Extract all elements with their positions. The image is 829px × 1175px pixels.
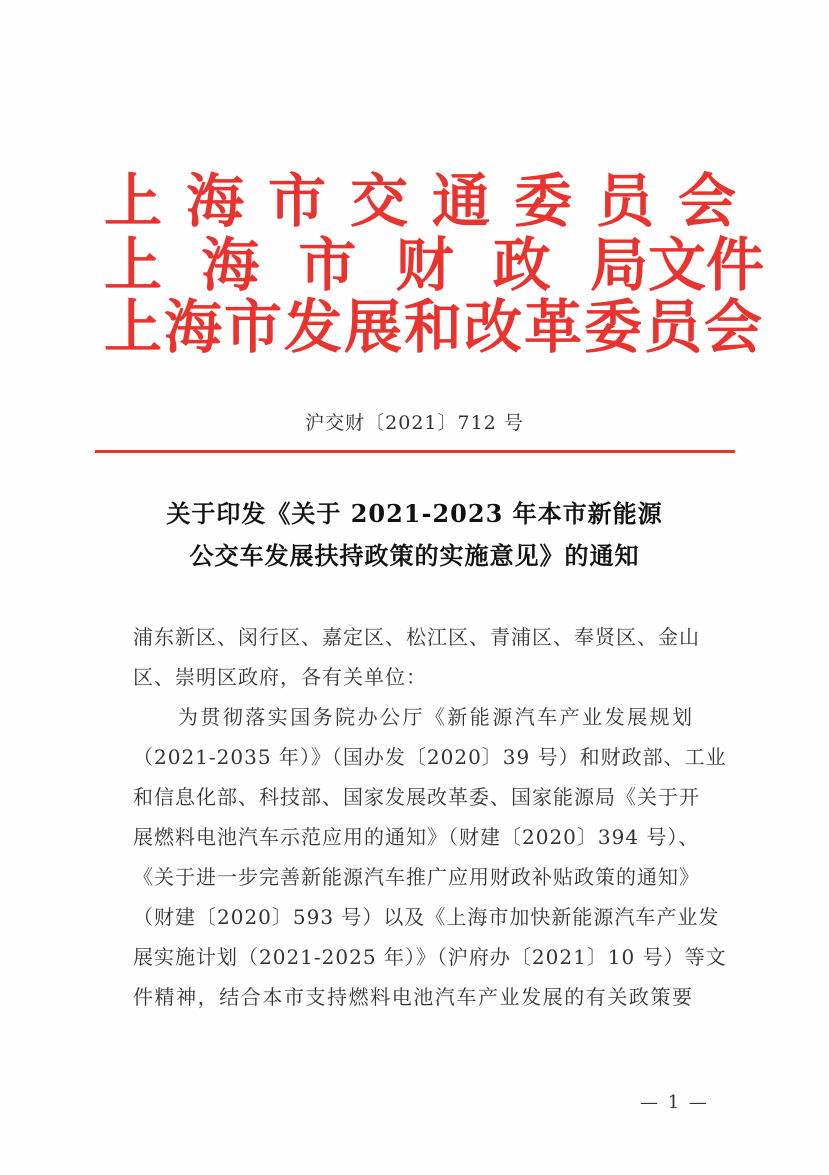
issuer-char: 市 bbox=[298, 231, 357, 299]
body-line: （财建〔2020〕593 号）以及《上海市加快新能源汽车产业发 bbox=[133, 905, 720, 929]
page-number: — 1 — bbox=[640, 1092, 709, 1113]
body-line: 展实施计划（2021-2025 年）》（沪府办〔2021〕10 号）等文 bbox=[133, 945, 727, 969]
body-line: 区、崇明区政府，各有关单位： bbox=[133, 665, 427, 689]
issuer-line-finance-bureau bbox=[104, 231, 764, 299]
issuer-char: 上 bbox=[104, 231, 163, 299]
body-line: 件精神，结合本市支持燃料电池汽车产业发展的有关政策要 bbox=[133, 985, 693, 1009]
issuer-char: 财 bbox=[395, 231, 454, 299]
issuer-char: 政 bbox=[492, 231, 551, 299]
body-line: 和信息化部、科技部、国家发展改革委、国家能源局《关于开 bbox=[133, 785, 700, 809]
body-line: 浦东新区、闵行区、嘉定区、松江区、青浦区、奉贤区、金山 bbox=[133, 625, 700, 649]
body-line: 为贯彻落实国务院办公厅《新能源汽车产业发展规划 bbox=[133, 705, 693, 729]
issuer-line-transport-commission: 上海市交通委员会 bbox=[104, 167, 761, 235]
document-title-line-1: 关于印发《关于 2021-2023 年本市新能源 bbox=[166, 499, 663, 528]
body-line: 《关于进一步完善新能源汽车推广应用财政补贴政策的通知》 bbox=[133, 865, 700, 889]
issuer-char: 海 bbox=[201, 231, 260, 299]
document-number: 沪交财〔2021〕712 号 bbox=[305, 412, 524, 434]
issuer-line-development-reform-commission: 上海市发展和改革委员会 bbox=[104, 293, 765, 361]
document-title-line-2: 公交车发展扶持政策的实施意见》的通知 bbox=[189, 541, 640, 570]
red-divider-line bbox=[95, 450, 735, 453]
issuer-char-document: 局文件 bbox=[589, 231, 764, 299]
body-line: 展燃料电池汽车示范应用的通知》（财建〔2020〕394 号）、 bbox=[133, 825, 700, 849]
body-line: （2021-2035 年）》（国办发〔2020〕39 号）和财政部、工业 bbox=[133, 745, 727, 769]
